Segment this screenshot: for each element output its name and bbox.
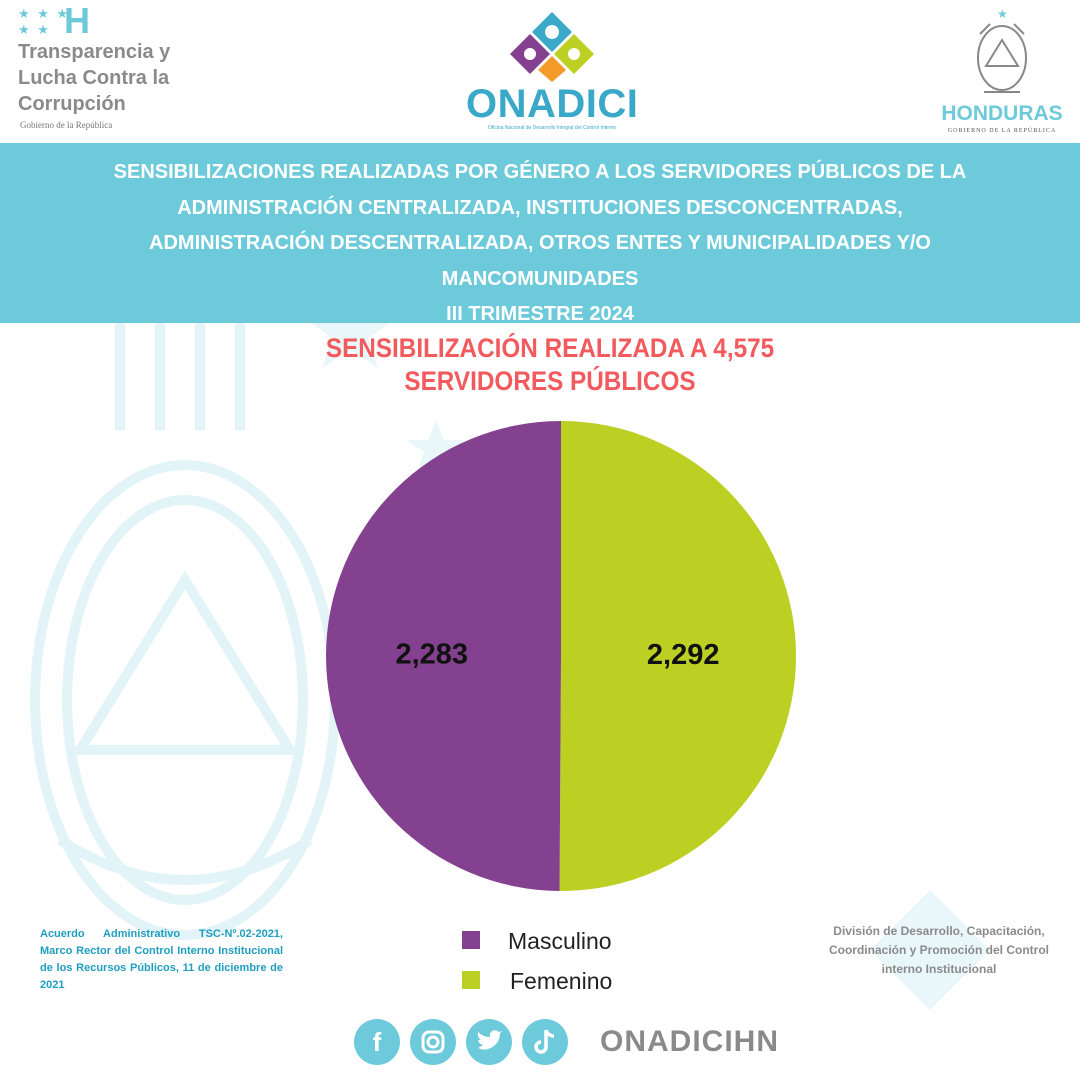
chart-title-line: SERVIDORES PÚBLICOS [404,366,696,396]
legend-item-femenino [460,966,700,1006]
legend-swatch [462,931,480,949]
honduras-subtitle: GOBIERNO DE LA REPÚBLICA [947,128,1057,134]
legend-label: Femenino [510,968,613,994]
social-handle[interactable]: ONADICIHN [600,1025,779,1058]
title-line: III TRIMESTRE 2024 [446,303,634,325]
stars-icon: ★ ★ ★ ★ ★ [18,6,71,37]
title-line: SENSIBILIZACIONES REALIZADAS POR GÉNERO A LOS SERVIDORES PÚBLICOS DE LA [113,161,967,183]
data-label-femenino: 2,292 [646,639,720,672]
facebook-icon[interactable]: f [354,1019,400,1065]
honduras-name: HONDURAS [941,102,1063,125]
onadici-subtitle: Oficina Nacional de Desarrollo Integral del Control Interno [487,125,617,131]
title-line: ADMINISTRACIÓN DESCENTRALIZADA, OTROS ENTES Y MUNICIPALIDADES Y/O [149,232,931,254]
chart-title-line: SENSIBILIZACIÓN REALIZADA A 4,575 [325,333,775,363]
gov-name-line: Corrupción [18,93,126,115]
legend-label: Masculino [508,928,612,954]
data-label-masculino: 2,283 [395,638,469,671]
division-note: División de Desarrollo, Capacitación, Coordinación y Promoción del Control interno Institucional [828,924,1049,976]
legend-swatch [462,971,480,989]
gov-name-line: Transparencia y [18,41,171,63]
chart-legend [460,926,700,1006]
onadici-name: ONADICI [466,82,639,126]
svg-text:★: ★ [997,7,1008,21]
honduras-h-icon: H [64,0,90,41]
tiktok-icon[interactable] [522,1019,568,1065]
twitter-icon[interactable] [466,1019,512,1065]
title-line: MANCOMUNIDADES [441,267,639,290]
gov-subtitle: Gobierno de la República [20,120,113,130]
legal-reference-note: Acuerdo Administrativo TSC-Nº.02-2021, Marco Rector del Control Interno Institucional de los Recursos Públicos, 11 de diciembre de 2021 [40,928,283,991]
legend-item-masculino [460,926,700,966]
gov-name-line: Lucha Contra la [18,67,170,89]
title-line: ADMINISTRACIÓN CENTRALIZADA, INSTITUCIONES DESCONCENTRADAS, [177,196,903,219]
instagram-icon[interactable] [410,1019,456,1065]
